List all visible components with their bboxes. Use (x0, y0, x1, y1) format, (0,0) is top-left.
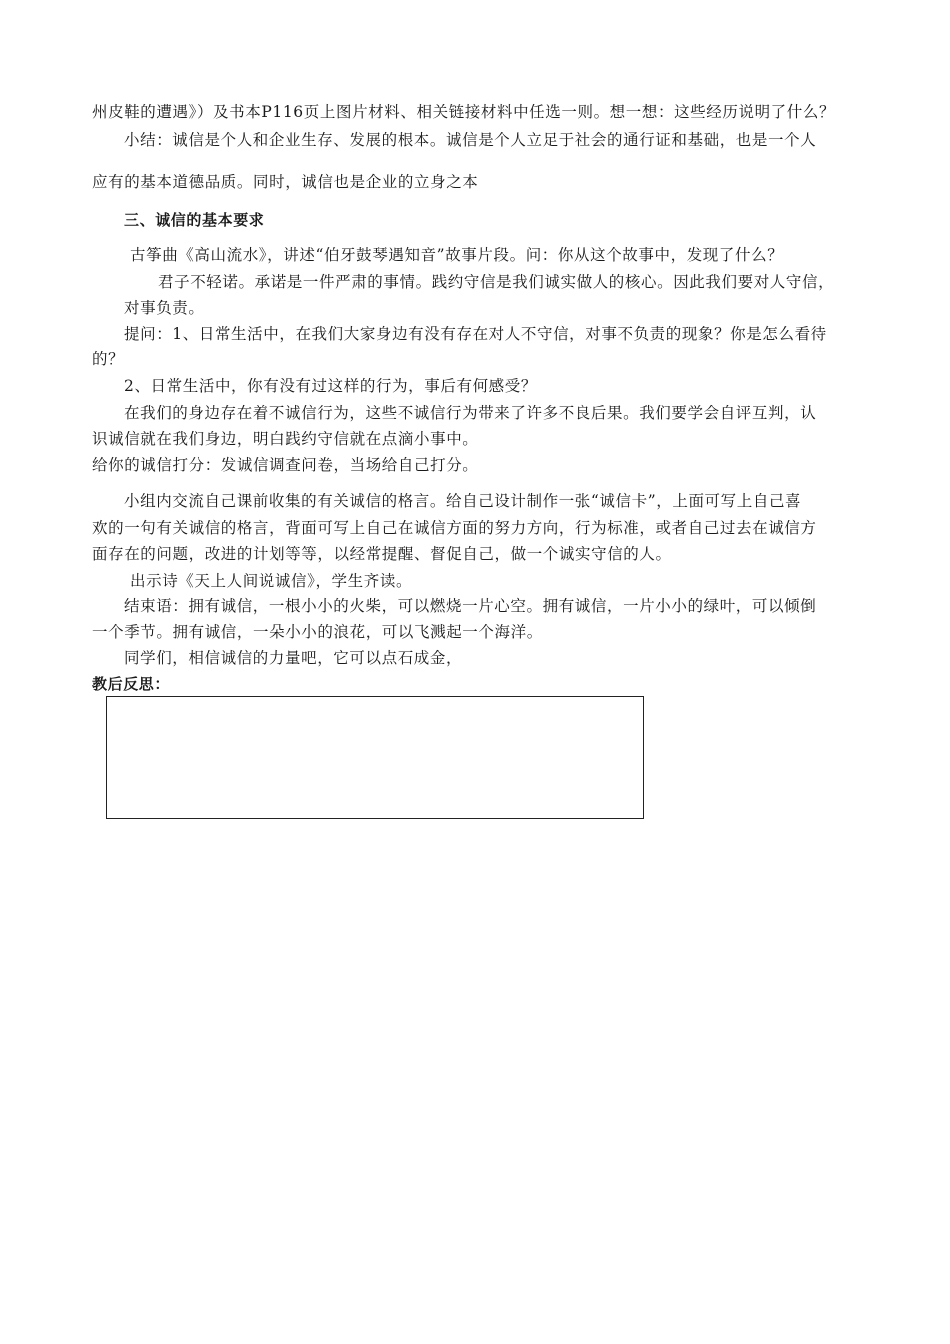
paragraph-line: 对事负责。 (124, 299, 205, 317)
paragraph-line: 君子不轻诺。承诺是一件严肃的事情。践约守信是我们诚实做人的核心。因此我们要对人守信， (158, 273, 835, 291)
paragraph-line: 面存在的问题，改进的计划等等，以经常提醒、督促自己，做一个诚实守信的人。 (92, 545, 672, 563)
paragraph-line: 州皮鞋的遭遇》）及书本P116页上图片材料、相关链接材料中任选一则。想一想：这些经历说明了什么？ (92, 103, 836, 121)
summary-line: 小结：诚信是个人和企业生存、发展的根本。诚信是个人立足于社会的通行证和基础，也是一个人 (124, 131, 817, 149)
paragraph-line: 识诚信就在我们身边，明白践约守信就在点滴小事中。 (92, 430, 479, 448)
paragraph-line: 的？ (92, 350, 125, 368)
paragraph-line: 欢的一句有关诚信的格言，背面可写上自己在诚信方面的努力方向，行为标准，或者自己过去在诚信方 (92, 519, 817, 537)
paragraph-line: 给你的诚信打分：发诚信调查问卷，当场给自己打分。 (92, 456, 479, 474)
reflection-box (106, 696, 644, 819)
question-line: 提问：1、日常生活中，在我们大家身边有没有存在对人不守信，对事不负责的现象？你是怎么看待 (124, 325, 827, 343)
section-heading: 三、诚信的基本要求 (124, 211, 265, 229)
question-line: 2、日常生活中，你有没有过这样的行为，事后有何感受？ (124, 377, 537, 395)
paragraph-line: 古筝曲《高山流水》，讲述“伯牙鼓琴遇知音”故事片段。问：你从这个故事中，发现了什么？ (130, 246, 784, 264)
paragraph-line: 同学们，相信诚信的力量吧，它可以点石成金， (124, 649, 463, 667)
paragraph-line: 应有的基本道德品质。同时，诚信也是企业的立身之本 (92, 173, 479, 191)
paragraph-line: 在我们的身边存在着不诚信行为，这些不诚信行为带来了许多不良后果。我们要学会自评互判，认 (124, 404, 817, 422)
closing-line: 结束语：拥有诚信，一根小小的火柴，可以燃烧一片心空。拥有诚信，一片小小的绿叶，可以倾倒 (124, 597, 817, 615)
reflection-heading: 教后反思： (92, 675, 171, 693)
paragraph-line: 出示诗《天上人间说诚信》，学生齐读。 (130, 572, 413, 590)
paragraph-line: 小组内交流自己课前收集的有关诚信的格言。给自己设计制作一张“诚信卡”，上面可写上自己喜 (124, 492, 802, 510)
paragraph-line: 一个季节。拥有诚信，一朵小小的浪花，可以飞溅起一个海洋。 (92, 623, 543, 641)
